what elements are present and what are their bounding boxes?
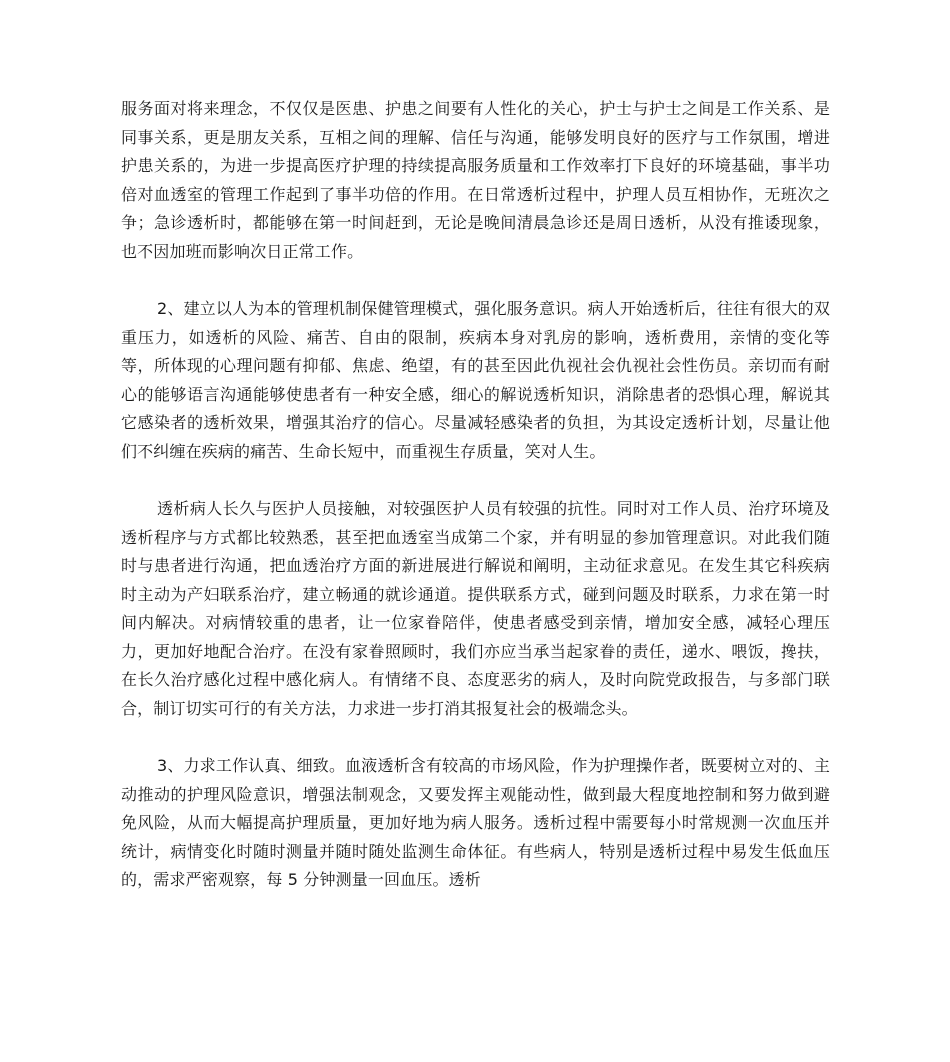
document-body xyxy=(121,95,830,895)
paragraph-1: 服务面对将来理念，不仅仅是医患、护患之间要有人性化的关心，护士与护士之间是工作关系、是同事关系，更是朋友关系，互相之间的理解、信任与沟通，能够发明良好的医疗与工作氛围，增进护患关系的，为进一步提高医疗护理的持续提高服务质量和工作效率打下良好的环境基础，事半功倍对血透室的管理工作起到了事半功倍的作用。在日常透析过程中，护理人员互相协作，无班次之争；急诊透析时，都能够在第一时间赶到，无论是晚间清晨急诊还是周日透析，从没有推诿现象，也不因加班而影响次日正常工作。 xyxy=(121,99,830,261)
paragraph-3: 透析病人长久与医护人员接触，对较强医护人员有较强的抗性。同时对工作人员、治疗环境及透析程序与方式都比较熟悉，甚至把血透室当成第二个家，并有明显的参加管理意识。对此我们随时与患者进行沟通，把血透治疗方面的新进展进行解说和阐明，主动征求意见。在发生其它科疾病时主动为产妇联系治疗，建立畅通的就诊通道。提供联系方式，碰到问题及时联系，力求在第一时间内解决。对病情较重的患者，让一位家眷陪伴，使患者感受到亲情，增加安全感，减轻心理压力，更加好地配合治疗。在没有家眷照顾时，我们亦应当承当起家眷的责任，递水、喂饭，搀扶，在长久治疗感化过程中感化病人。有情绪不良、态度恶劣的病人，及时向院党政报告，与多部门联合，制订切实可行的有关方法，力求进一步打消其报复社会的极端念头。 xyxy=(121,499,830,718)
paragraph-4: 3、力求工作认真、细致。血液透析含有较高的市场风险，作为护理操作者，既要树立对的、主动推动的护理风险意识，增强法制观念，又要发挥主观能动性，做到最大程度地控制和努力做到避免风险，从而大幅提高护理质量，更加好地为病人服务。透析过程中需要每小时常规测一次血压并统计，病情变化时随时测量并随时随处监测生命体征。有些病人，特别是透析过程中易发生低血压的，需求严密观察，每 5 分钟测量一回血压。透析 xyxy=(121,756,830,889)
paragraph-2: 2、建立以人为本的管理机制保健管理模式，强化服务意识。病人开始透析后，往往有很大的双重压力，如透析的风险、痛苦、自由的限制，疾病本身对乳房的影响，透析费用，亲情的变化等等，所体现的心理问题有抑郁、焦虑、绝望，有的甚至因此仇视社会仇视社会性伤员。亲切而有耐心的能够语言沟通能够使患者有一种安全感，细心的解说透析知识，消除患者的恐惧心理，解说其它感染者的透析效果，增强其治疗的信心。尽量减轻感染者的负担，为其设定透析计划，尽量让他们不纠缠在疾病的痛苦、生命长短中，而重视生存质量，笑对人生。 xyxy=(121,299,830,461)
